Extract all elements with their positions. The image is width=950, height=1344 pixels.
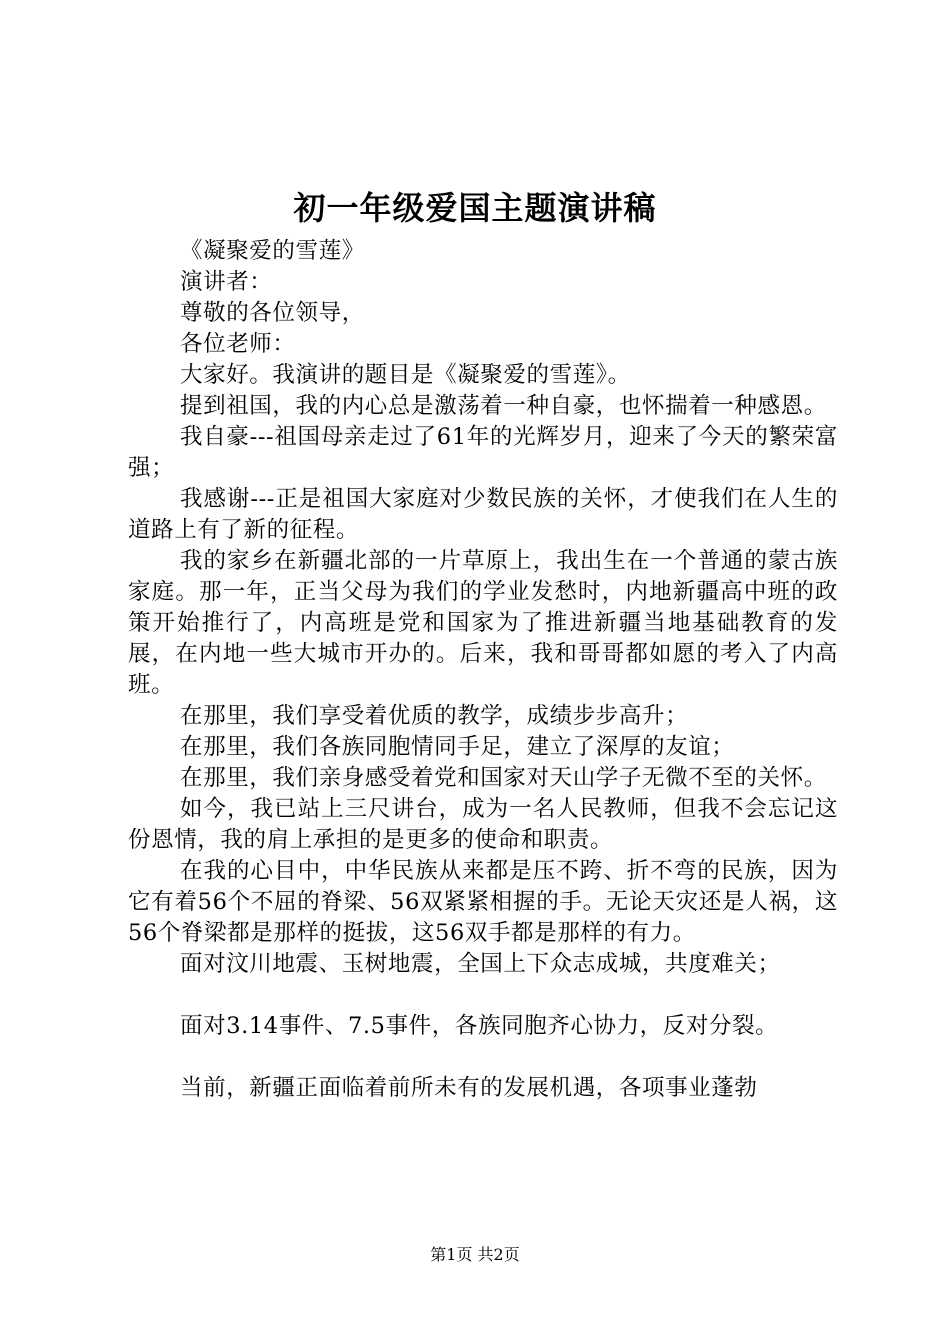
paragraph: 我的家乡在新疆北部的一片草原上，我出生在一个普通的蒙古族家庭。那一年，正当父母为我们的学业发愁时，内地新疆高中班的政策开始推行了，内高班是党和国家为了推进新疆当地基础教育的发展，在内地一些大城市开办的。后来，我和哥哥都如愿的考入了内高班。: [128, 548, 838, 698]
paragraph: 面对汶川地震、玉树地震，全国上下众志成城，共度难关；: [180, 951, 781, 977]
paragraph: 在那里，我们享受着优质的教学，成绩步步高升；: [180, 703, 689, 729]
document-body: [128, 236, 838, 1104]
paragraph: 当前，新疆正面临着前所未有的发展机遇，各项事业蓬勃: [180, 1075, 758, 1101]
paragraph-speaker: 演讲者：: [180, 269, 273, 295]
paragraph: 在我的心目中，中华民族从来都是压不跨、折不弯的民族，因为它有着56个不屈的脊梁、56双紧紧相握的手。无论天灾还是人祸，这56个脊梁都是那样的挺拔，这56双手都是那样的有力。: [128, 858, 838, 946]
document-title: 初一年级爱国主题演讲稿: [293, 189, 657, 227]
paragraph: 在那里，我们亲身感受着党和国家对天山学子无微不至的关怀。: [180, 765, 827, 791]
paragraph-greeting-leaders: 尊敬的各位领导，: [180, 300, 365, 326]
paragraph-speech-title: 《凝聚爱的雪莲》: [180, 238, 365, 264]
paragraph: 我自豪---祖国母亲走过了61年的光辉岁月，迎来了今天的繁荣富强；: [128, 424, 838, 481]
paragraph: 在那里，我们各族同胞情同手足，建立了深厚的友谊；: [180, 734, 735, 760]
paragraph-greeting-teachers: 各位老师：: [180, 331, 296, 357]
paragraph-intro: 大家好。我演讲的题目是《凝聚爱的雪莲》。: [180, 362, 631, 388]
paragraph: 提到祖国，我的内心总是激荡着一种自豪，也怀揣着一种感恩。: [180, 393, 827, 419]
paragraph: 如今，我已站上三尺讲台，成为一名人民教师，但我不会忘记这份恩情，我的肩上承担的是更多的使命和职责。: [128, 796, 838, 853]
page-footer: 第1页 共2页: [430, 1245, 520, 1264]
paragraph: 面对3.14事件、7.5事件，各族同胞齐心协力，反对分裂。: [180, 1013, 779, 1039]
paragraph: 我感谢---正是祖国大家庭对少数民族的关怀，才使我们在人生的道路上有了新的征程。: [128, 486, 838, 543]
